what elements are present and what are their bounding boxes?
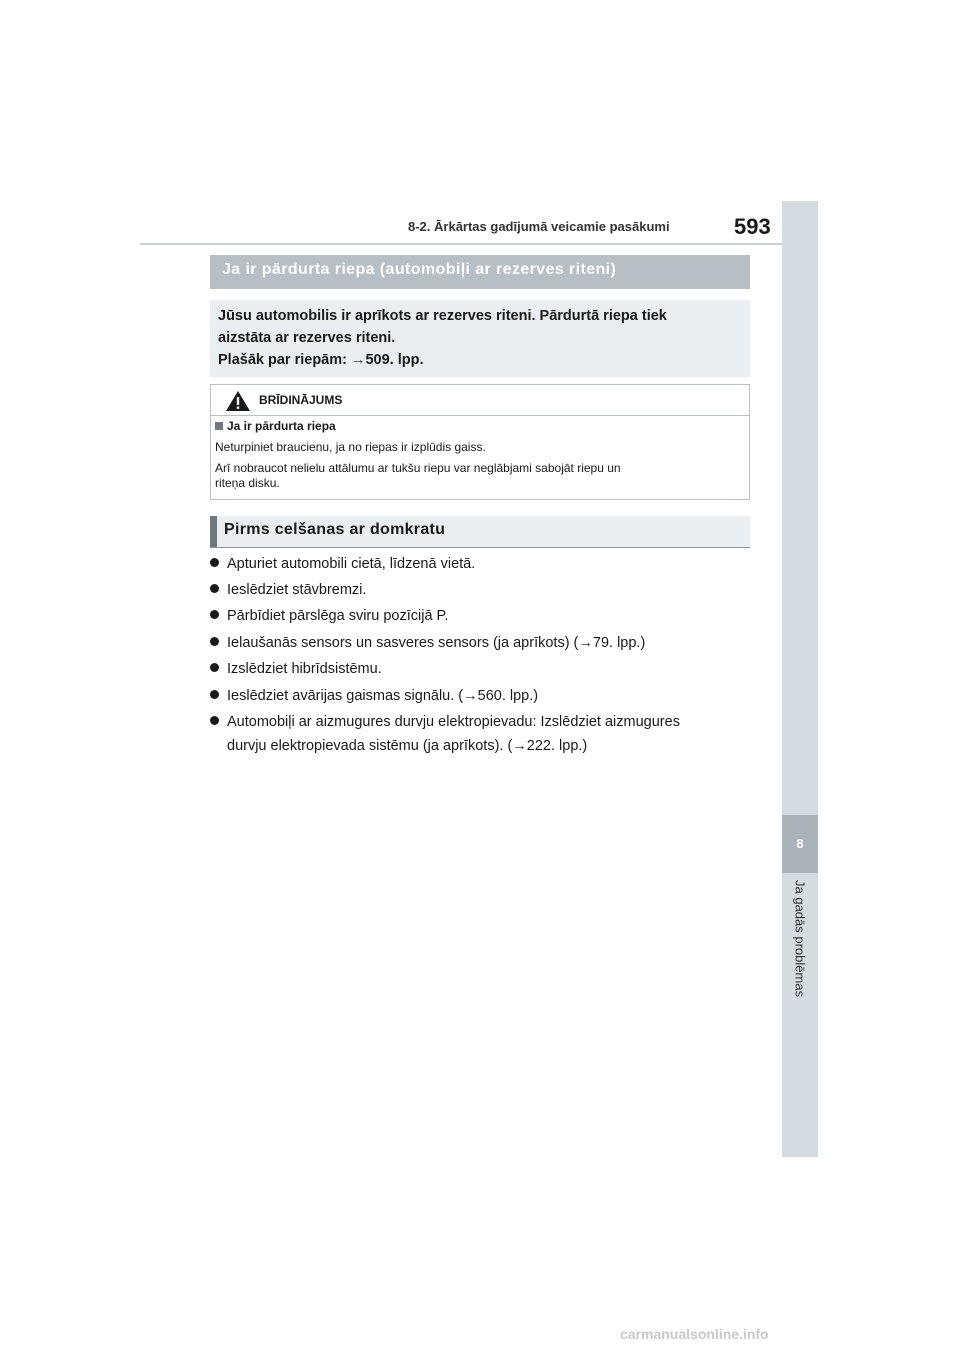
page-number: 593 (734, 214, 771, 239)
intro-line: Jūsu automobilis ir aprīkots ar rezerves riteni. Pārdurtā riepa tiek (218, 308, 667, 324)
header-divider (140, 243, 784, 245)
bullet-dot-icon (210, 584, 219, 593)
bullet-dot-icon (210, 716, 219, 725)
intro-box (210, 300, 750, 377)
warning-text-line: Arī nobraucot nelielu attālumu ar tukšu riepu var neglābjami sabojāt riepu un (215, 461, 621, 475)
section-heading-text: Pirms celšanas ar domkratu (224, 521, 446, 538)
bullet-dot-icon (210, 558, 219, 567)
list-item-text: Automobiļi ar aizmugures durvju elektropievadu: Izslēdziet aizmugures (227, 714, 680, 730)
intro-line: Plašāk par riepām: →509. lpp. (218, 352, 424, 368)
list-item-text: Pārbīdiet pārslēga sviru pozīcijā P. (227, 608, 449, 624)
warning-text-line: riteņa disku. (215, 476, 280, 490)
list-item-text: Ieslēdziet stāvbremzi. (227, 582, 367, 598)
list-item-text: Ielaušanās sensors un sasveres sensors (ja aprīkots) (→79. lpp.) (227, 635, 646, 651)
warning-triangle-icon (226, 391, 250, 411)
list-item (210, 556, 475, 572)
chapter-number: 8 (782, 815, 818, 873)
section-heading-accent (210, 516, 217, 547)
bullet-dot-icon (210, 663, 219, 672)
list-item-text: Izslēdziet hibrīdsistēmu. (227, 661, 382, 677)
list-item-text: Ieslēdziet avārijas gaismas signālu. (→560. lpp.) (227, 688, 539, 704)
list-item (210, 635, 645, 651)
warning-subtitle (215, 419, 336, 433)
bullet-dot-icon (210, 610, 219, 619)
intro-line: aizstāta ar rezerves riteni. (218, 330, 396, 346)
header-section-title: 8-2. Ārkārtas gadījumā veicamie pasākumi (408, 219, 670, 234)
list-item (210, 714, 680, 730)
list-item (210, 688, 538, 704)
bullet-dot-icon (210, 637, 219, 646)
chapter-label: Ja gadās problēmas (792, 880, 808, 998)
list-item (210, 582, 366, 598)
warning-subtitle-text: Ja ir pārdurta riepa (227, 419, 336, 433)
chapter-side-tab (782, 201, 818, 1157)
list-item (210, 661, 382, 677)
list-item-text: Apturiet automobili cietā, līdzenā vietā. (227, 556, 476, 572)
warning-label: BRĪDINĀJUMS (259, 393, 343, 407)
section-heading-flat-tire (210, 255, 750, 289)
section-heading-text: Ja ir pārdurta riepa (automobiļi ar rezerves riteni) (222, 261, 617, 278)
watermark: carmanualsonline.info (620, 1326, 769, 1342)
section-heading-before-jacking (210, 516, 750, 548)
list-item (210, 608, 448, 624)
warning-header (211, 385, 749, 416)
warning-box (210, 384, 750, 500)
list-item-continuation: durvju elektropievada sistēmu (ja aprīkots). (→222. lpp.) (227, 738, 588, 754)
bullet-dot-icon (210, 690, 219, 699)
square-bullet-icon (215, 422, 223, 430)
warning-text-line: Neturpiniet braucienu, ja no riepas ir izplūdis gaiss. (215, 440, 486, 454)
